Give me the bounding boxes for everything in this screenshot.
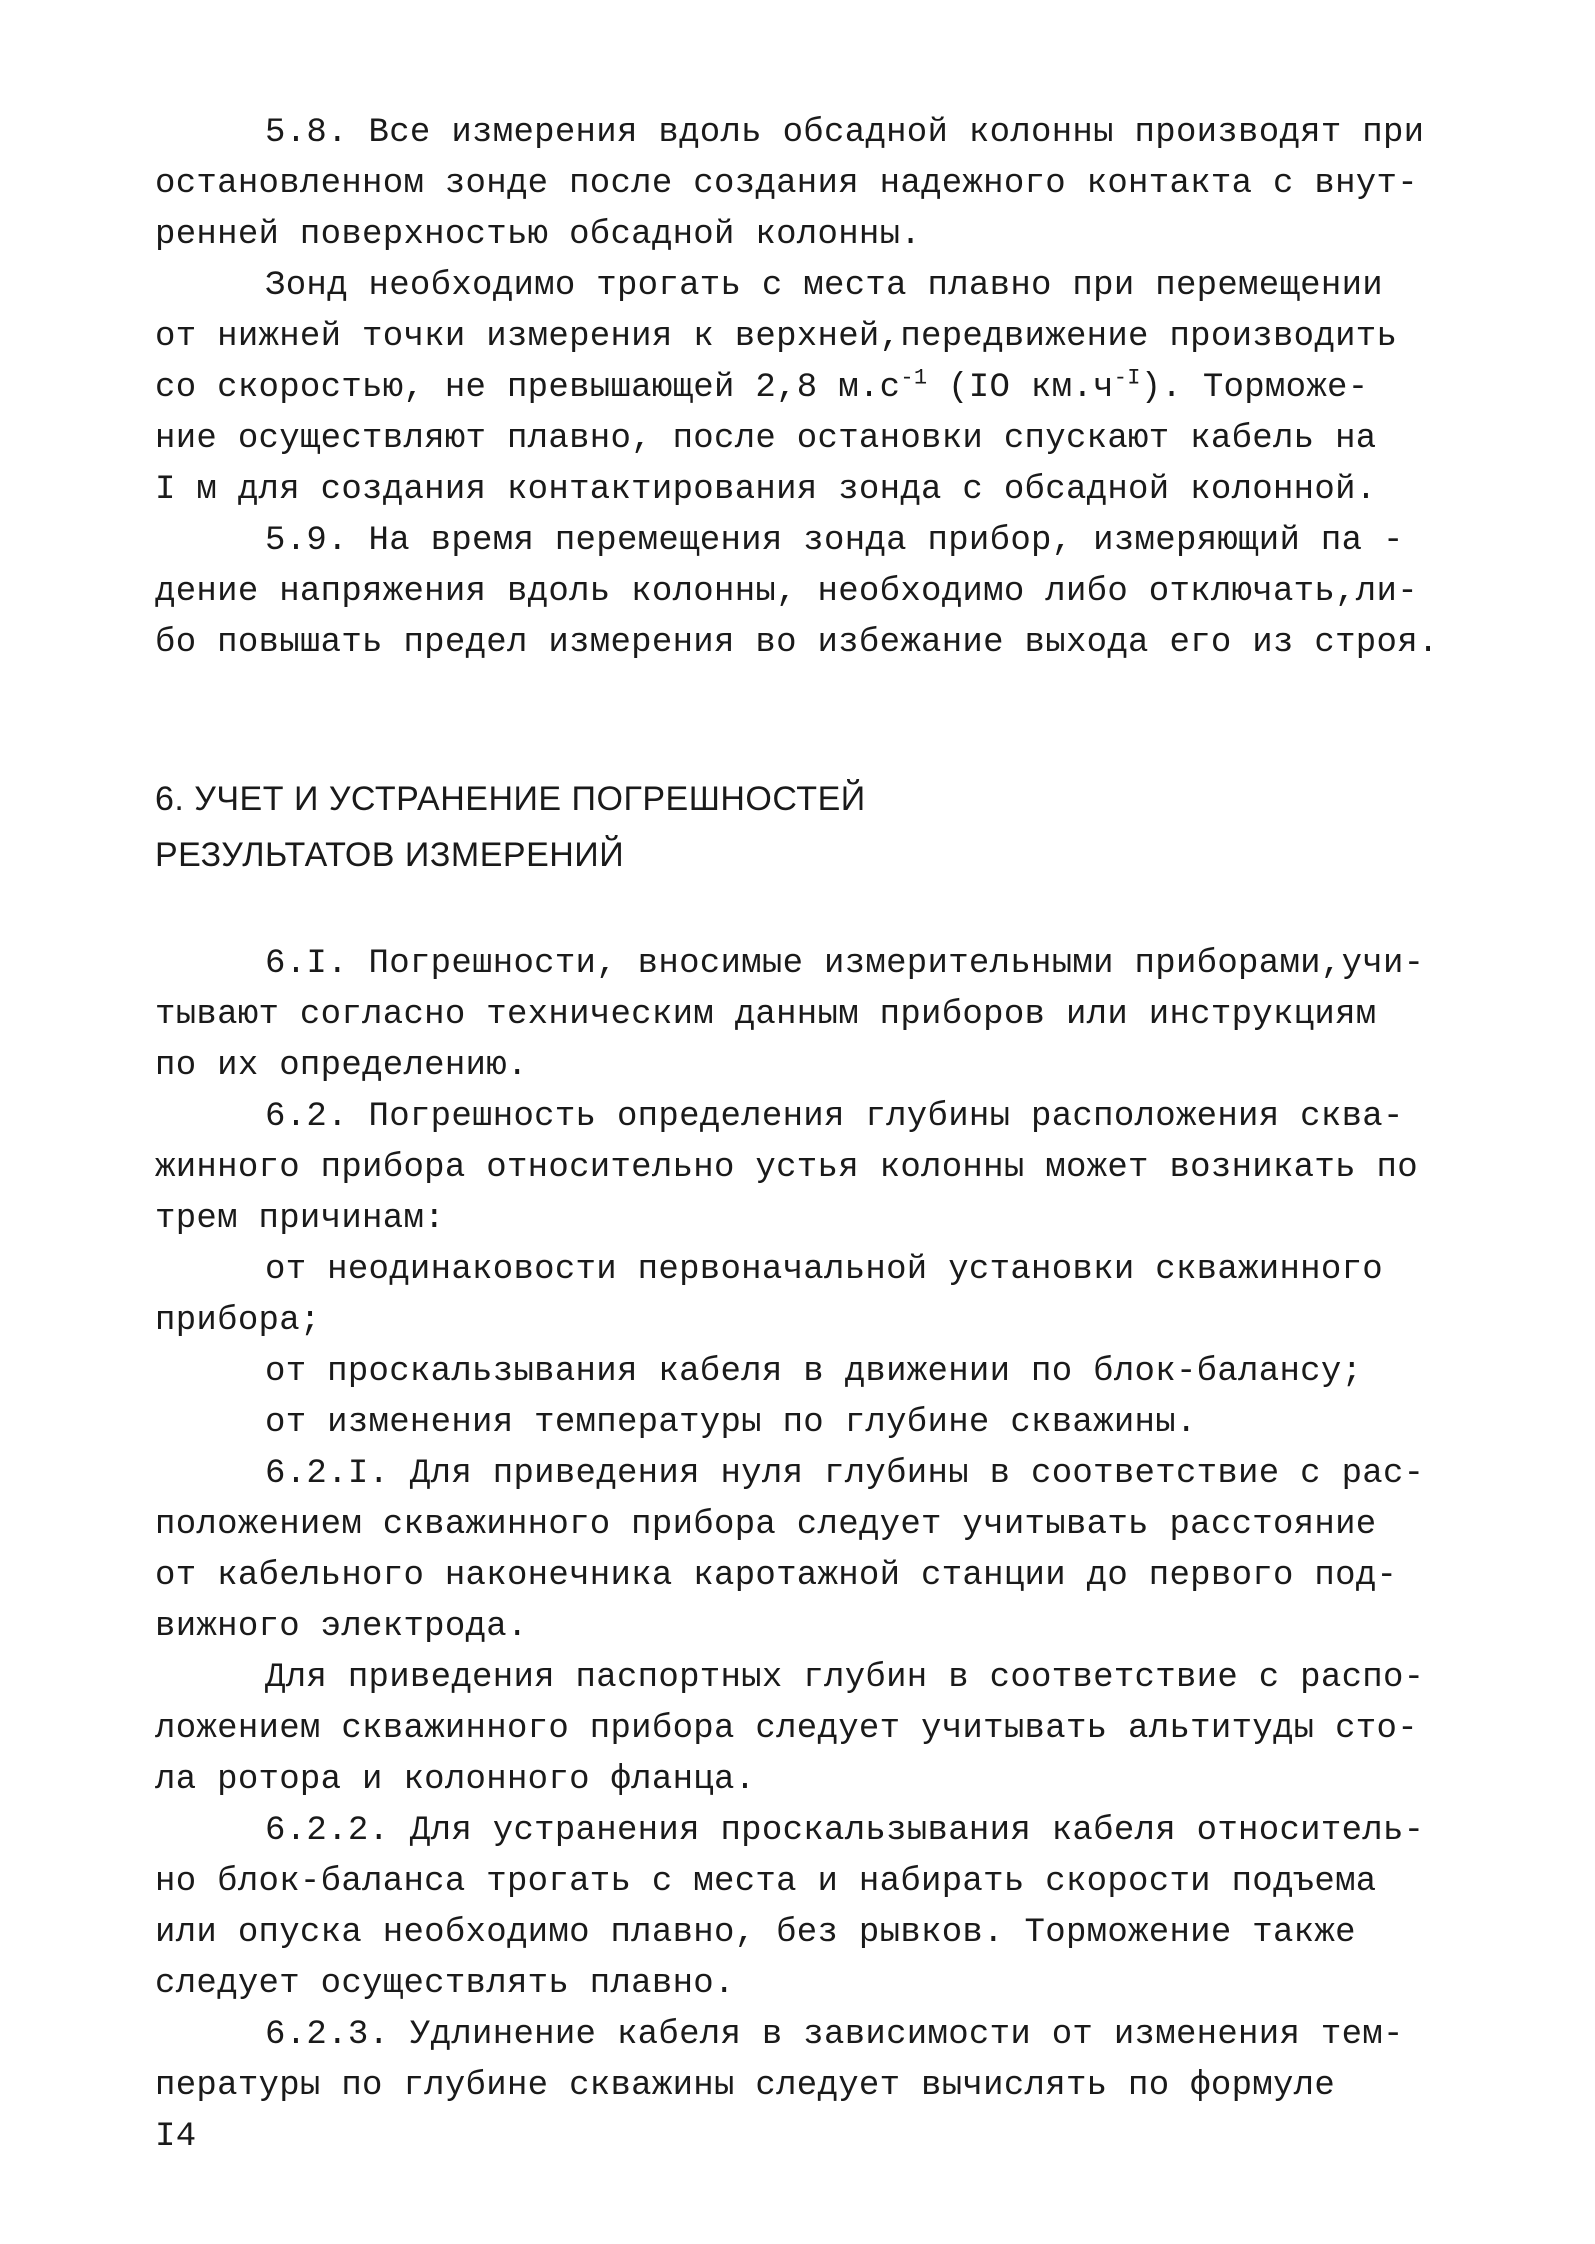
- text-line: дение напряжения вдоль колонны, необходимо либо отключать,ли-: [155, 573, 1418, 611]
- text-line: от кабельного наконечника каротажной станции до первого под-: [155, 1557, 1398, 1595]
- text-line-with-units: [155, 363, 1455, 414]
- heading-line: 6. УЧЕТ И УСТРАНЕНИЕ ПОГРЕШНОСТЕЙ: [155, 780, 866, 818]
- text-line: прибора;: [155, 1302, 321, 1340]
- text-line: 6.2.3. Удлинение кабеля в зависимости от изменения тем-: [265, 2016, 1404, 2054]
- document-page: [155, 108, 1455, 2208]
- speed-text-end: ). Торможе-: [1140, 369, 1369, 407]
- text-line: жинного прибора относительно устья колонны может возникать по: [155, 1149, 1418, 1187]
- heading-line: РЕЗУЛЬТАТОВ ИЗМЕРЕНИЙ: [155, 836, 625, 874]
- text-line: вижного электрода.: [155, 1608, 528, 1646]
- text-line: I м для создания контактирования зонда с обсадной колонной.: [155, 471, 1377, 509]
- paragraph-zond: [155, 261, 1455, 516]
- paragraph-6-1: [155, 939, 1455, 1092]
- text-line: 6.2.I. Для приведения нуля глубины в соответствие с рас-: [265, 1455, 1425, 1493]
- paragraph-6-2-1-b: [155, 1653, 1455, 1806]
- section-5: [155, 108, 1455, 669]
- list-item-reason-3: [155, 1398, 1455, 1449]
- list-item-reason-1: [155, 1245, 1455, 1347]
- text-line: ла ротора и колонного фланца.: [155, 1761, 756, 1799]
- text-line: следует осуществлять плавно.: [155, 1965, 735, 2003]
- speed-text-kmh: (IO км.ч: [927, 369, 1114, 407]
- paragraph-6-2: [155, 1092, 1455, 1245]
- spacer: [155, 883, 1455, 939]
- text-line: но блок-баланса трогать с места и набирать скорости подъема: [155, 1863, 1377, 1901]
- list-item-reason-2: [155, 1347, 1455, 1398]
- paragraph-6-2-1: [155, 1449, 1455, 1653]
- text-line: от неодинаковости первоначальной установки скважинного: [265, 1251, 1383, 1289]
- exponent: -I: [1113, 365, 1141, 391]
- text-line: трем причинам:: [155, 1200, 445, 1238]
- text-line: остановленном зонде после создания надежного контакта с внут-: [155, 165, 1418, 203]
- text-line: пературы по глубине скважины следует вычислять по формуле: [155, 2067, 1336, 2105]
- paragraph-5-9: [155, 516, 1455, 669]
- exponent: -1: [900, 365, 928, 391]
- text-line: по их определению.: [155, 1047, 528, 1085]
- text-line: бо повышать предел измерения во избежание выхода его из строя.: [155, 624, 1439, 662]
- text-line: ложением скважинного прибора следует учитывать альтитуды сто-: [155, 1710, 1418, 1748]
- section-6: [155, 771, 1455, 2112]
- paragraph-6-2-2: [155, 1806, 1455, 2010]
- text-line: Для приведения паспортных глубин в соответствие с распо-: [265, 1659, 1425, 1697]
- text-line: 6.2.2. Для устранения проскальзывания кабеля относитель-: [265, 1812, 1425, 1850]
- text-line: 6.I. Погрешности, вносимые измерительными приборами,учи-: [265, 945, 1425, 983]
- text-line: 5.8. Все измерения вдоль обсадной колонны производят при: [265, 114, 1425, 152]
- text-line: Зонд необходимо трогать с места плавно при перемещении: [265, 267, 1383, 305]
- text-line: 5.9. На время перемещения зонда прибор, измеряющий па -: [265, 522, 1404, 560]
- text-line: от изменения температуры по глубине скважины.: [265, 1404, 1197, 1442]
- paragraph-6-2-3: [155, 2010, 1455, 2112]
- text-line: 6.2. Погрешность определения глубины расположения сква-: [265, 1098, 1404, 1136]
- spacer: [155, 669, 1455, 771]
- paragraph-5-8: [155, 108, 1455, 261]
- text-line: ние осуществляют плавно, после остановки спускают кабель на: [155, 420, 1377, 458]
- text-line: положением скважинного прибора следует учитывать расстояние: [155, 1506, 1377, 1544]
- page-number: I4: [155, 2118, 197, 2156]
- text-line: ренней поверхностью обсадной колонны.: [155, 216, 922, 254]
- speed-text: со скоростью, не превышающей 2,8 м.с: [155, 369, 901, 407]
- text-line: от нижней точки измерения к верхней,передвижение производить: [155, 318, 1398, 356]
- text-line: тывают согласно техническим данным приборов или инструкциям: [155, 996, 1377, 1034]
- text-line: или опуска необходимо плавно, без рывков. Торможение также: [155, 1914, 1356, 1952]
- section-heading: [155, 771, 1455, 883]
- text-line: от проскальзывания кабеля в движении по блок-балансу;: [265, 1353, 1363, 1391]
